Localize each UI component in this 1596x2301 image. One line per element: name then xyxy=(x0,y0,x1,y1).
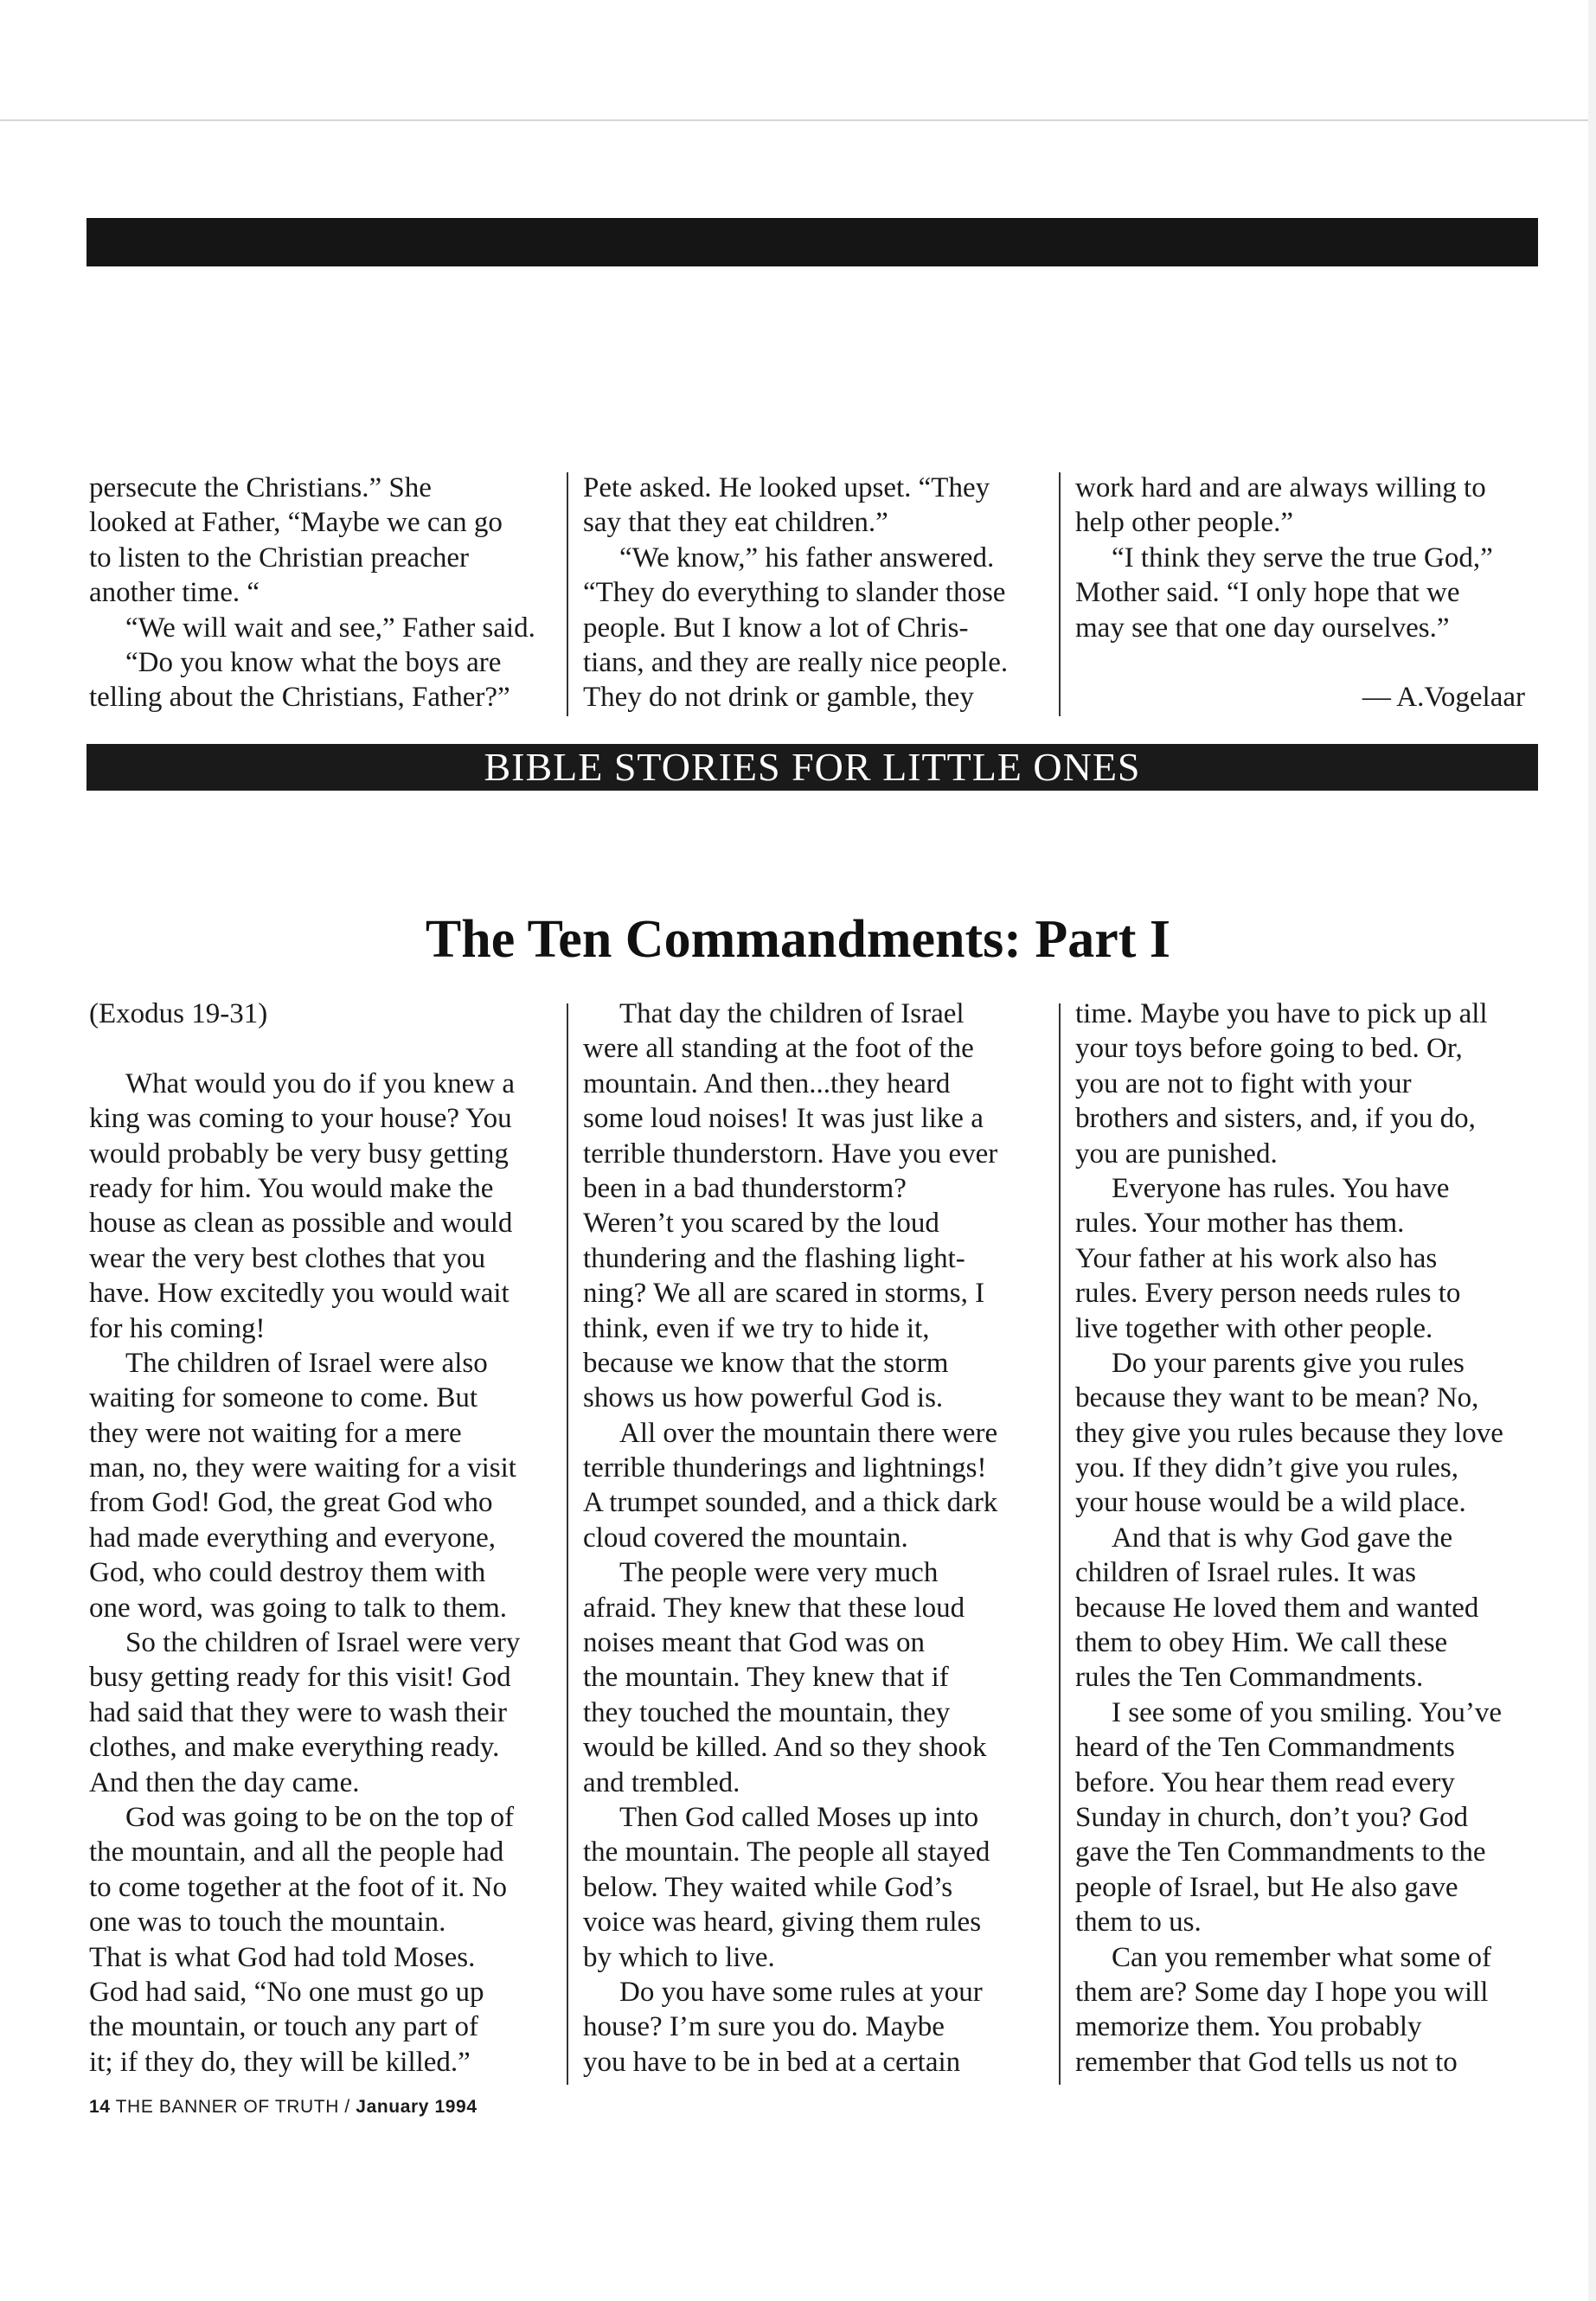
text-line: by which to live. xyxy=(583,1941,775,1973)
text-line: may see that one day ourselves.” xyxy=(1075,612,1450,644)
text-line: So the children of Israel were very xyxy=(125,1627,521,1659)
text-line: say that they eat children.” xyxy=(583,507,888,539)
text-line: Can you remember what some of xyxy=(1112,1941,1491,1973)
text-line: Do your parents give you rules xyxy=(1112,1347,1465,1379)
text-line: they touched the mountain, they xyxy=(583,1696,951,1728)
text-line: remember that God tells us not to xyxy=(1075,2046,1458,2078)
text-line: the mountain. The people all stayed xyxy=(583,1836,990,1868)
text-line: would be killed. And so they shook xyxy=(583,1732,987,1764)
text-line: time. Maybe you have to pick up all xyxy=(1075,998,1488,1029)
continuation-column-2 xyxy=(583,471,1054,715)
text-line: And that is why God gave the xyxy=(1112,1522,1453,1554)
text-line: persecute the Christians.” She xyxy=(89,472,432,503)
text-line: afraid. They knew that these loud xyxy=(583,1592,965,1624)
text-line: for his coming! xyxy=(89,1312,266,1344)
text-line: A trumpet sounded, and a thick dark xyxy=(583,1487,998,1519)
text-line: Weren’t you scared by the loud xyxy=(583,1208,939,1240)
text-line: people. But I know a lot of Chris- xyxy=(583,612,969,644)
text-line: you. If they didn’t give you rules, xyxy=(1075,1452,1458,1484)
text-line: The children of Israel were also xyxy=(125,1347,488,1379)
text-line: Sunday in church, don’t you? God xyxy=(1075,1801,1468,1833)
text-line: been in a bad thunderstorm? xyxy=(583,1172,907,1204)
text-line: they give you rules because they love xyxy=(1075,1417,1503,1449)
text-line: shows us how powerful God is. xyxy=(583,1382,944,1414)
text-line: the mountain. They knew that if xyxy=(583,1662,949,1694)
text-line: memorize them. You probably xyxy=(1075,2011,1422,2043)
story-title: The Ten Commandments: Part I xyxy=(425,910,1171,969)
text-line: because He loved them and wanted xyxy=(1075,1592,1479,1624)
header-band xyxy=(87,218,1538,266)
text-line: were all standing at the foot of the xyxy=(583,1033,974,1065)
text-line: Mother said. “I only hope that we xyxy=(1075,577,1460,609)
signature-text: — A.Vogelaar xyxy=(1362,682,1525,713)
text-line: looked at Father, “Maybe we can go xyxy=(89,507,503,539)
publication-name: THE BANNER OF TRUTH / xyxy=(115,2097,350,2117)
text-line: Pete asked. He looked upset. “They xyxy=(583,472,990,503)
text-line: That is what God had told Moses. xyxy=(89,1941,476,1973)
text-line: And then the day came. xyxy=(89,1766,360,1798)
text-line: would probably be very busy getting xyxy=(89,1138,509,1170)
text-line: because they want to be mean? No, xyxy=(1075,1382,1479,1414)
page-edge xyxy=(1588,0,1596,2301)
text-line: have. How excitedly you would wait xyxy=(89,1278,510,1310)
continuation-column-3 xyxy=(1075,471,1525,680)
text-line: one word, was going to talk to them. xyxy=(89,1592,508,1624)
column-divider xyxy=(567,1003,568,2085)
text-line: your house would be a wild place. xyxy=(1075,1487,1466,1519)
continuation-column-1 xyxy=(89,471,561,715)
text-line: Your father at his work also has xyxy=(1075,1242,1438,1274)
text-line: “They do everything to slander those xyxy=(583,577,1006,609)
text-line: help other people.” xyxy=(1075,507,1293,539)
text-line: them to obey Him. We call these xyxy=(1075,1627,1448,1659)
text-line: noises meant that God was on xyxy=(583,1627,926,1659)
text-line: to listen to the Christian preacher xyxy=(89,542,469,574)
text-line: had said that they were to wash their xyxy=(89,1696,507,1728)
text-line: had made everything and everyone, xyxy=(89,1522,497,1554)
text-line: another time. “ xyxy=(89,577,260,609)
text-line: before. You hear them read every xyxy=(1075,1766,1455,1798)
text-line: heard of the Ten Commandments xyxy=(1075,1732,1455,1764)
story-column-2 xyxy=(583,997,1054,2080)
text-line: brothers and sisters, and, if you do, xyxy=(1075,1103,1476,1135)
text-line: I see some of you smiling. You’ve xyxy=(1112,1696,1502,1728)
text-line: “I think they serve the true God,” xyxy=(1112,542,1493,574)
text-line: to come together at the foot of it. No xyxy=(89,1871,507,1903)
text-line: house as clean as possible and would xyxy=(89,1208,513,1240)
text-line: Then God called Moses up into xyxy=(619,1801,979,1833)
text-line: rules. Every person needs rules to xyxy=(1075,1278,1461,1310)
text-line: clothes, and make everything ready. xyxy=(89,1732,500,1764)
column-divider xyxy=(567,472,568,716)
text-line: the mountain, or touch any part of xyxy=(89,2011,478,2043)
text-line: you have to be in bed at a certain xyxy=(583,2046,961,2078)
text-line: voice was heard, giving them rules xyxy=(583,1907,982,1939)
text-line: telling about the Christians, Father?” xyxy=(89,682,510,714)
text-line: you are punished. xyxy=(1075,1138,1278,1170)
text-line: rules the Ten Commandments. xyxy=(1075,1662,1424,1694)
issue-date: January 1994 xyxy=(356,2097,478,2117)
text-line: “Do you know what the boys are xyxy=(125,646,502,678)
text-line xyxy=(1075,645,1525,680)
page-number: 14 xyxy=(89,2097,111,2117)
text-line: house? I’m sure you do. Maybe xyxy=(583,2011,945,2043)
text-line: ready for him. You would make the xyxy=(89,1172,494,1204)
text-line: Do you have some rules at your xyxy=(619,1976,983,2008)
column-divider xyxy=(1059,1003,1061,2085)
text-line: They do not drink or gamble, they xyxy=(583,682,974,714)
text-line: people of Israel, but He also gave xyxy=(1075,1871,1458,1903)
text-line: king was coming to your house? You xyxy=(89,1103,512,1135)
text-line: What would you do if you knew a xyxy=(125,1067,515,1099)
page-footer xyxy=(89,2097,478,2118)
text-line: and trembled. xyxy=(583,1766,740,1798)
text-line: man, no, they were waiting for a visit xyxy=(89,1452,516,1484)
text-line: one was to touch the mountain. xyxy=(89,1907,446,1939)
text-line: “We will wait and see,” Father said. xyxy=(125,612,535,644)
text-line: thundering and the flashing light- xyxy=(583,1242,965,1274)
text-line: tians, and they are really nice people. xyxy=(583,646,1009,678)
text-line: live together with other people. xyxy=(1075,1312,1433,1344)
column-divider xyxy=(1059,472,1061,716)
text-line: Everyone has rules. You have xyxy=(1112,1172,1450,1204)
text-line: terrible thunderings and lightnings! xyxy=(583,1452,987,1484)
text-line: busy getting ready for this visit! God xyxy=(89,1662,511,1694)
text-line: some loud noises! It was just like a xyxy=(583,1103,984,1135)
text-line: it; if they do, they will be killed.” xyxy=(89,2046,471,2078)
text-line: them are? Some day I hope you will xyxy=(1075,1976,1489,2008)
text-line: cloud covered the mountain. xyxy=(583,1522,908,1554)
text-line: “We know,” his father answered. xyxy=(619,542,995,574)
text-line xyxy=(89,1031,561,1066)
text-line: think, even if we try to hide it, xyxy=(583,1312,930,1344)
text-line: children of Israel rules. It was xyxy=(1075,1557,1417,1589)
text-line: the mountain, and all the people had xyxy=(89,1836,504,1868)
text-line: you are not to fight with your xyxy=(1075,1067,1412,1099)
text-line: gave the Ten Commandments to the xyxy=(1075,1836,1486,1868)
story-column-1 xyxy=(89,997,561,2080)
text-line: God had said, “No one must go up xyxy=(89,1976,484,2008)
text-line: wear the very best clothes that you xyxy=(89,1242,486,1274)
text-line: All over the mountain there were xyxy=(619,1417,998,1449)
text-line: them to us. xyxy=(1075,1907,1202,1939)
section-banner: BIBLE STORIES FOR LITTLE ONES xyxy=(87,744,1538,791)
text-line: below. They waited while God’s xyxy=(583,1871,953,1903)
text-line: from God! God, the great God who xyxy=(89,1487,493,1519)
text-line: ning? We all are scared in storms, I xyxy=(583,1278,985,1310)
text-line: waiting for someone to come. But xyxy=(89,1382,478,1414)
text-line: God, who could destroy them with xyxy=(89,1557,486,1589)
text-line: (Exodus 19-31) xyxy=(89,998,268,1029)
text-line: mountain. And then...they heard xyxy=(583,1067,951,1099)
author-signature xyxy=(1075,680,1525,715)
text-line: terrible thunderstorn. Have you ever xyxy=(583,1138,998,1170)
text-line: because we know that the storm xyxy=(583,1347,949,1379)
text-line: work hard and are always willing to xyxy=(1075,472,1486,503)
text-line: rules. Your mother has them. xyxy=(1075,1208,1405,1240)
text-line: That day the children of Israel xyxy=(619,998,965,1029)
text-line: God was going to be on the top of xyxy=(125,1801,515,1833)
text-line: your toys before going to bed. Or, xyxy=(1075,1033,1463,1065)
top-rule xyxy=(0,119,1596,121)
text-line: The people were very much xyxy=(619,1557,939,1589)
text-line: they were not waiting for a mere xyxy=(89,1417,462,1449)
story-column-3 xyxy=(1075,997,1534,2080)
